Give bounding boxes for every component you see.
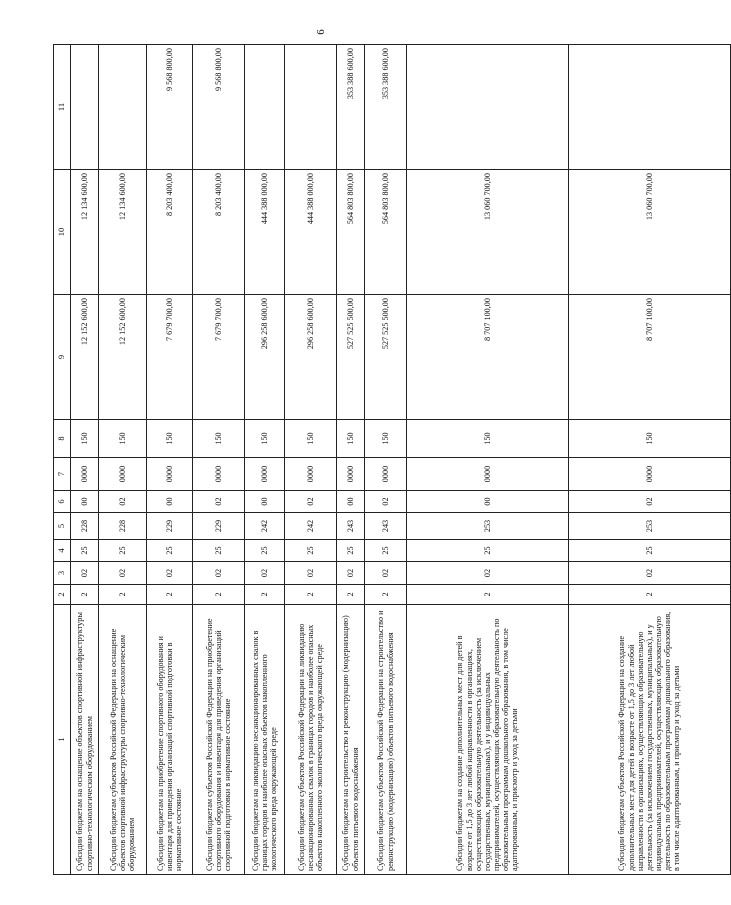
- table-row: [99, 45, 147, 875]
- row-code-cell: 02: [99, 491, 147, 513]
- row-code-cell: 2: [245, 585, 285, 605]
- row-code-cell: 25: [193, 540, 245, 562]
- row-code-cell: 00: [71, 491, 99, 513]
- table-container: [53, 45, 682, 875]
- row-code-cell: 242: [245, 513, 285, 540]
- row-description-cell: Субсидии бюджетам субъектов Российской Федерации на оснащение объектов спортивной инфраструктуры спортивно-технологическим оборудованием: [99, 605, 147, 875]
- row-code-cell: 02: [193, 491, 245, 513]
- row-code-cell: 150: [147, 420, 193, 458]
- row-code-cell: 2: [99, 585, 147, 605]
- row-code-cell: 0000: [285, 458, 337, 491]
- row-code-cell: 25: [569, 540, 731, 562]
- row-amount-cell: 353 388 600,00: [337, 45, 365, 170]
- row-code-cell: 02: [99, 562, 147, 585]
- row-code-cell: 00: [147, 491, 193, 513]
- row-code-cell: 150: [365, 420, 407, 458]
- row-code-cell: 02: [365, 562, 407, 585]
- row-description-cell: Субсидии бюджетам субъектов Российской Федерации на строительство и реконструкцию (модернизацию) объектов питьевого водоснабжения: [365, 605, 407, 875]
- row-amount-cell: 12 152 600,00: [71, 295, 99, 420]
- row-code-cell: 2: [147, 585, 193, 605]
- row-code-cell: 25: [245, 540, 285, 562]
- row-code-cell: 02: [71, 562, 99, 585]
- row-amount-cell: [407, 45, 569, 170]
- header-cell: 10: [54, 170, 71, 295]
- row-code-cell: 02: [569, 491, 731, 513]
- row-code-cell: 02: [245, 562, 285, 585]
- table-row: [365, 45, 407, 875]
- row-code-cell: 02: [193, 562, 245, 585]
- row-code-cell: 0000: [569, 458, 731, 491]
- row-code-cell: 0000: [71, 458, 99, 491]
- row-code-cell: 150: [99, 420, 147, 458]
- row-code-cell: 150: [407, 420, 569, 458]
- header-cell: 8: [54, 420, 71, 458]
- row-code-cell: 242: [285, 513, 337, 540]
- row-description-cell: Субсидии бюджетам на ликвидацию несанкционированных свалок в границах городов и наиболее опасных объектов накопленного экологического вреда окружающей среде: [245, 605, 285, 875]
- row-code-cell: 02: [407, 562, 569, 585]
- header-cell: 7: [54, 458, 71, 491]
- row-code-cell: 02: [285, 491, 337, 513]
- row-amount-cell: 8 203 400,00: [147, 170, 193, 295]
- row-code-cell: 25: [365, 540, 407, 562]
- row-code-cell: 150: [245, 420, 285, 458]
- row-amount-cell: 9 568 800,00: [147, 45, 193, 170]
- header-cell: 9: [54, 295, 71, 420]
- row-amount-cell: 527 525 500,00: [365, 295, 407, 420]
- row-amount-cell: 13 060 700,00: [407, 170, 569, 295]
- row-code-cell: 00: [245, 491, 285, 513]
- row-code-cell: 02: [147, 562, 193, 585]
- row-amount-cell: 527 525 500,00: [337, 295, 365, 420]
- row-code-cell: 228: [71, 513, 99, 540]
- row-description-cell: Субсидии бюджетам субъектов Российской Федерации на ликвидацию несанкционированных свалок в границах городов и наиболее опасных объектов накопленного экологического вреда окружающей среде: [285, 605, 337, 875]
- budget-subsidies-table: [53, 44, 731, 875]
- row-code-cell: 2: [337, 585, 365, 605]
- row-amount-cell: 7 679 700,00: [147, 295, 193, 420]
- row-code-cell: 25: [99, 540, 147, 562]
- row-code-cell: 150: [71, 420, 99, 458]
- row-description-cell: Субсидии бюджетам субъектов Российской Федерации на приобретение спортивного оборудования и инвентаря для приведения организаций спортивной подготовки в нормативное состояние: [193, 605, 245, 875]
- row-code-cell: 243: [365, 513, 407, 540]
- row-code-cell: 0000: [147, 458, 193, 491]
- row-amount-cell: 296 258 600,00: [245, 295, 285, 420]
- header-cell: 1: [54, 605, 71, 875]
- row-code-cell: 02: [365, 491, 407, 513]
- row-code-cell: 2: [407, 585, 569, 605]
- page-number: 6: [314, 29, 327, 35]
- row-amount-cell: 13 060 700,00: [569, 170, 731, 295]
- row-code-cell: 150: [285, 420, 337, 458]
- row-amount-cell: 8 707 100,00: [569, 295, 731, 420]
- row-description-cell: Субсидии бюджетам на оснащение объектов спортивной инфраструктуры спортивно-технологическим оборудованием: [71, 605, 99, 875]
- row-code-cell: 00: [337, 491, 365, 513]
- row-amount-cell: 296 258 600,00: [285, 295, 337, 420]
- table-row: [285, 45, 337, 875]
- row-code-cell: 00: [407, 491, 569, 513]
- header-cell: 11: [54, 45, 71, 170]
- row-amount-cell: 564 803 800,00: [337, 170, 365, 295]
- row-code-cell: 2: [569, 585, 731, 605]
- row-code-cell: 150: [193, 420, 245, 458]
- table-row: [337, 45, 365, 875]
- row-amount-cell: 9 568 800,00: [193, 45, 245, 170]
- row-code-cell: 0000: [245, 458, 285, 491]
- row-code-cell: 0000: [337, 458, 365, 491]
- header-cell: 3: [54, 562, 71, 585]
- row-amount-cell: [245, 45, 285, 170]
- table-row: [245, 45, 285, 875]
- row-code-cell: 2: [365, 585, 407, 605]
- row-code-cell: 0000: [365, 458, 407, 491]
- row-amount-cell: 444 388 000,00: [285, 170, 337, 295]
- row-code-cell: 2: [71, 585, 99, 605]
- row-amount-cell: 8 707 100,00: [407, 295, 569, 420]
- header-cell: 6: [54, 491, 71, 513]
- row-code-cell: 150: [337, 420, 365, 458]
- row-code-cell: 253: [569, 513, 731, 540]
- row-code-cell: 150: [569, 420, 731, 458]
- row-code-cell: 25: [407, 540, 569, 562]
- row-code-cell: 243: [337, 513, 365, 540]
- table-row: [569, 45, 731, 875]
- row-amount-cell: 7 679 700,00: [193, 295, 245, 420]
- row-amount-cell: [285, 45, 337, 170]
- table-header-row: [54, 45, 71, 875]
- row-amount-cell: 353 388 600,00: [365, 45, 407, 170]
- row-code-cell: 25: [337, 540, 365, 562]
- row-code-cell: 229: [193, 513, 245, 540]
- row-code-cell: 0000: [407, 458, 569, 491]
- row-description-cell: Субсидии бюджетам на создание дополнительных мест для детей в возрасте от 1,5 до 3 лет любой направленности в организациях, осуществляющих образовательную деятельность (за исключением государственных, муниципальных), и у индивидуальных предпринимателей, осуществляющих образовательную деятельность по образовательным программам дошкольного образования, в том числе адаптированным, и присмотр и уход за детьми: [407, 605, 569, 875]
- row-amount-cell: 12 152 600,00: [99, 295, 147, 420]
- row-code-cell: 02: [569, 562, 731, 585]
- header-cell: 2: [54, 585, 71, 605]
- row-amount-cell: 444 388 000,00: [245, 170, 285, 295]
- table-row: [147, 45, 193, 875]
- row-code-cell: 25: [285, 540, 337, 562]
- row-code-cell: 02: [337, 562, 365, 585]
- row-code-cell: 228: [99, 513, 147, 540]
- row-amount-cell: 8 203 400,00: [193, 170, 245, 295]
- row-amount-cell: 12 134 600,00: [71, 170, 99, 295]
- row-amount-cell: [99, 45, 147, 170]
- table-row: [71, 45, 99, 875]
- row-code-cell: 25: [147, 540, 193, 562]
- row-description-cell: Субсидии бюджетам на приобретение спортивного оборудования и инвентаря для приведения организаций спортивной подготовки в нормативное состояние: [147, 605, 193, 875]
- row-code-cell: 253: [407, 513, 569, 540]
- row-amount-cell: [71, 45, 99, 170]
- row-code-cell: 229: [147, 513, 193, 540]
- header-cell: 5: [54, 513, 71, 540]
- row-amount-cell: 12 134 600,00: [99, 170, 147, 295]
- row-description-cell: Субсидии бюджетам субъектов Российской Федерации на создание дополнительных мест для детей в возрасте от 1,5 до 3 лет любой направленности в организациях, осуществляющих образовательную деятельность (за исключением государственных, муниципальных), и у индивидуальных предпринимателей, осуществляющих образовательную деятельность по образовательным программам дошкольного образования, в том числе адаптированным, и присмотр и уход за детьми: [569, 605, 731, 875]
- row-code-cell: 2: [285, 585, 337, 605]
- table-row: [193, 45, 245, 875]
- row-code-cell: 2: [193, 585, 245, 605]
- row-code-cell: 0000: [193, 458, 245, 491]
- row-amount-cell: 564 803 800,00: [365, 170, 407, 295]
- table-row: [407, 45, 569, 875]
- row-description-cell: Субсидии бюджетам на строительство и реконструкцию (модернизацию) объектов питьевого водоснабжения: [337, 605, 365, 875]
- header-cell: 4: [54, 540, 71, 562]
- row-code-cell: 25: [71, 540, 99, 562]
- row-code-cell: 02: [285, 562, 337, 585]
- row-amount-cell: [569, 45, 731, 170]
- row-code-cell: 0000: [99, 458, 147, 491]
